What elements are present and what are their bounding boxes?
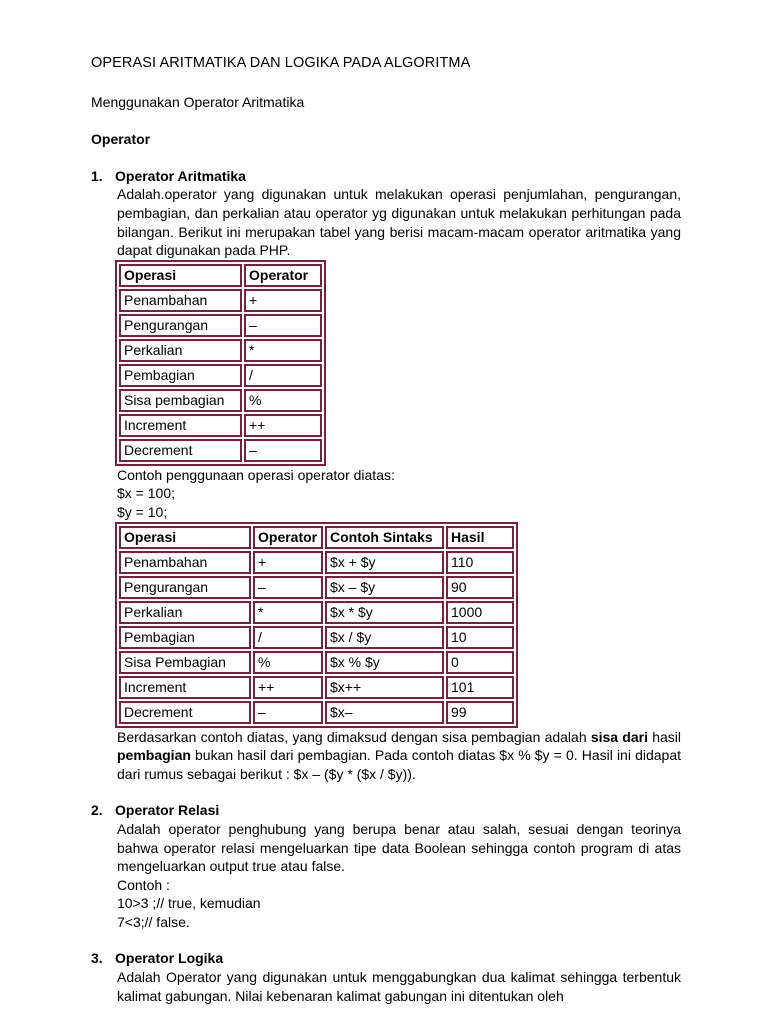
table-row — [119, 676, 514, 699]
section-arithmetic — [91, 167, 681, 784]
table-cell: Increment — [119, 414, 242, 437]
section-paragraph: Adalah.operator yang digunakan untuk melakukan operasi penjumlahan, pengurangan, pembagian, dan perkalian atau operator yg digunakan untuk melakukan perhitungan pada bilangan. Berikut ini merupakan tabel yang berisi macam-macam operator aritmatika yang dapat digunakan pada PHP. — [117, 186, 681, 259]
table-cell: / — [253, 626, 323, 649]
example-line: Contoh : — [117, 876, 170, 893]
table-header-row — [119, 526, 514, 549]
table-cell: 0 — [446, 651, 514, 674]
table-cell: 1000 — [446, 601, 514, 624]
section-number: 2. — [91, 802, 103, 819]
table-cell: ++ — [244, 414, 322, 437]
table-cell: – — [244, 439, 322, 462]
table-row — [119, 364, 322, 387]
table-cell: 99 — [446, 701, 514, 724]
section-paragraph: Adalah operator penghubung yang berupa benar atau salah, sesuai dengan teorinya bahwa operator relasi mengeluarkan tipe data Boolean sehingga contoh program di atas mengeluarkan output true atau false. — [117, 820, 681, 875]
table-cell: Perkalian — [119, 601, 251, 624]
table-header-cell: Operasi — [119, 526, 251, 549]
section-title: Operator Relasi — [115, 802, 220, 819]
section-logic — [91, 949, 681, 1005]
table-cell: + — [253, 551, 323, 574]
table-row — [119, 289, 322, 312]
example-line: $y = 10; — [117, 503, 168, 520]
conclusion-paragraph — [117, 728, 681, 784]
example-line: $x = 100; — [117, 485, 175, 502]
table-cell: Sisa pembagian — [119, 389, 242, 412]
section-title: Operator Aritmatika — [115, 167, 246, 184]
table-cell: $x * $y — [325, 601, 444, 624]
table-cell: – — [244, 314, 322, 337]
document-page — [91, 54, 681, 1005]
table-cell: Penambahan — [119, 289, 242, 312]
table-cell: – — [253, 576, 323, 599]
conclusion-text: bukan hasil dari pembagian. Pada contoh diatas $x % $y = 0. Hasil ini didapat dari rumus sebagai berikut : $x – ($y * ($x / $y)). — [117, 747, 681, 782]
example-line: Contoh penggunaan operasi operator diatas: — [117, 466, 395, 483]
table-cell: Decrement — [119, 439, 242, 462]
section-heading — [91, 167, 681, 186]
example-table — [115, 522, 518, 728]
table-cell: Perkalian — [119, 339, 242, 362]
document-subtitle: Menggunakan Operator Aritmatika — [91, 93, 305, 110]
table-cell: $x % $y — [325, 651, 444, 674]
table-cell: $x / $y — [325, 626, 444, 649]
section-number: 1. — [91, 167, 103, 184]
example-line: 7<3;// false. — [117, 913, 190, 930]
table-cell: 101 — [446, 676, 514, 699]
table-cell: 90 — [446, 576, 514, 599]
table-cell: / — [244, 364, 322, 387]
table-cell: 110 — [446, 551, 514, 574]
table-cell: % — [253, 651, 323, 674]
table-cell: Pembagian — [119, 364, 242, 387]
table-header-cell: Hasil — [446, 526, 514, 549]
table-cell: Sisa Pembagian — [119, 651, 251, 674]
table-row — [119, 701, 514, 724]
conclusion-text: hasil — [647, 728, 681, 745]
table-row — [119, 339, 322, 362]
table-cell: % — [244, 389, 322, 412]
conclusion-bold: sisa dari — [590, 728, 648, 745]
table-cell: * — [253, 601, 323, 624]
table-cell: Increment — [119, 676, 251, 699]
conclusion-bold: pembagian — [117, 747, 191, 764]
table-row — [119, 651, 514, 674]
section-title: Operator Logika — [115, 950, 224, 967]
table-header-cell: Operator — [253, 526, 323, 549]
table-row — [119, 389, 322, 412]
section-relational — [91, 801, 681, 931]
table-cell: Pengurangan — [119, 314, 242, 337]
table-row — [119, 626, 514, 649]
table-header-cell: Operasi — [119, 264, 242, 287]
table-row — [119, 601, 514, 624]
table-cell: – — [253, 701, 323, 724]
heading-operator: Operator — [91, 131, 151, 148]
table-cell: $x++ — [325, 676, 444, 699]
table-cell: 10 — [446, 626, 514, 649]
section-heading — [91, 949, 681, 968]
example-line: 10>3 ;// true, kemudian — [117, 895, 261, 912]
table-row — [119, 439, 322, 462]
table-row — [119, 551, 514, 574]
table-cell: ++ — [253, 676, 323, 699]
table-cell: $x – $y — [325, 576, 444, 599]
section-paragraph: Adalah Operator yang digunakan untuk menggabungkan dua kalimat sehingga terbentuk kalimat gabungan. Nilai kebenaran kalimat gabungan ini ditentukan oleh — [117, 969, 681, 1004]
table-header-cell: Contoh Sintaks — [325, 526, 444, 549]
operator-table — [115, 260, 326, 466]
section-number: 3. — [91, 950, 103, 967]
table-cell: Penambahan — [119, 551, 251, 574]
table-cell: $x + $y — [325, 551, 444, 574]
document-title: OPERASI ARITMATIKA DAN LOGIKA PADA ALGORITMA — [91, 55, 471, 71]
table-row — [119, 576, 514, 599]
table-cell: Pengurangan — [119, 576, 251, 599]
conclusion-text: Berdasarkan contoh diatas, yang dimaksud dengan sisa pembagian adalah — [117, 728, 591, 745]
table-row — [119, 414, 322, 437]
table-cell: * — [244, 339, 322, 362]
section-heading — [91, 801, 681, 820]
table-header-row — [119, 264, 322, 287]
table-header-cell: Operator — [244, 264, 322, 287]
table-cell: + — [244, 289, 322, 312]
table-cell: Decrement — [119, 701, 251, 724]
table-row — [119, 314, 322, 337]
table-cell: $x– — [325, 701, 444, 724]
table-cell: Pembagian — [119, 626, 251, 649]
